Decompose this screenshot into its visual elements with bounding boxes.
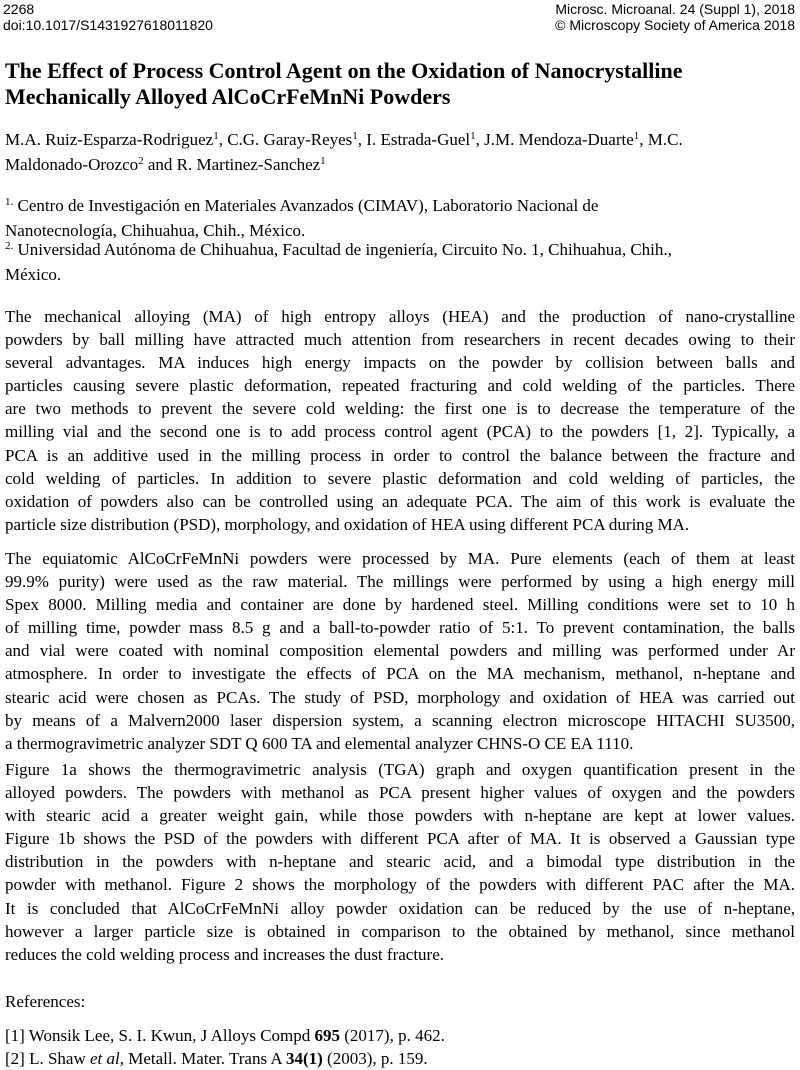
author-name: and R. Martinez-Sanchez xyxy=(147,155,321,174)
text-line: alloyed powders. The powders with methanol as PCA present higher values of oxygen and the powders xyxy=(5,783,795,803)
text-line: reduces the cold welding process and increases the dust fracture. xyxy=(5,944,444,964)
text-line: by means of a Malvern2000 laser dispersion system, a scanning electron microscope HITACHI SU3500, xyxy=(5,710,795,730)
text-line: and vial were coated with nominal composition elemental powders and milling was performed under Ar xyxy=(5,641,795,661)
text-line: powder with methanol. Figure 2 shows the morphology of the powders with different PAC after the MA. xyxy=(5,875,795,895)
affiliation-2 xyxy=(5,237,797,287)
author-name-part: M.C. xyxy=(647,130,683,149)
title-line: Mechanically Alloyed AlCoCrFeMnNi Powders xyxy=(5,84,451,109)
copyright-line: © Microscopy Society of America 2018 xyxy=(555,17,795,33)
text-line: cold welding of particles. In addition to severe plastic deformation and cold welding of particles, the xyxy=(5,468,795,488)
affiliation-text: México. xyxy=(5,265,62,284)
author-separator: , xyxy=(475,130,485,149)
text-line: The equiatomic AlCoCrFeMnNi powders were processed by MA. Pure elements (each of them at least xyxy=(5,549,795,568)
text-line: several advantages. MA induces high energy impacts on the powder by collision between balls and xyxy=(5,353,795,373)
text-line: oxidation of powders also can be controlled using an adequate PCA. The aim of this work is evaluate the xyxy=(5,491,795,511)
text-line: are two methods to prevent the severe cold welding: the first one is to decrease the temperature of the xyxy=(5,399,795,419)
reference-2 xyxy=(5,1047,428,1070)
author-name: I. Estrada-Guel xyxy=(366,130,471,149)
author-name: M.A. Ruiz-Esparza-Rodriguez xyxy=(5,130,214,149)
author-name-part: Maldonado-Orozco xyxy=(5,155,139,174)
title-line: The Effect of Process Control Agent on the Oxidation of Nanocrystalline xyxy=(5,58,683,83)
text-line: a thermogravimetric analyzer SDT Q 600 TA and elemental analyzer CHNS-O CE EA 1110. xyxy=(5,733,634,753)
text-line: atmosphere. In order to investigate the effects of PCA on the MA mechanism, methanol, n-heptane and xyxy=(5,664,795,684)
reference-text: [1] Wonsik Lee, S. I. Kwun, J Alloys Compd xyxy=(5,1026,315,1045)
reference-text: (2017), p. 462. xyxy=(340,1026,445,1045)
text-line: with stearic acid a greater weight gain, while those powders with n-heptane are kept at lower values. xyxy=(5,806,795,826)
affiliation-superscript: 1 xyxy=(352,130,358,142)
text-line: PCA is an additive used in the milling process in order to control the balance between the fracture and xyxy=(5,445,795,465)
text-line: powders by ball milling have attracted much attention from researchers in recent decades owing to their xyxy=(5,330,795,350)
author-name: C.G. Garay-Reyes xyxy=(227,130,353,149)
paragraph-methods xyxy=(5,547,795,755)
reference-volume: 34(1) xyxy=(285,1049,323,1068)
affiliation-text: Centro de Investigación en Materiales Avanzados (CIMAV), Laboratorio Nacional de xyxy=(13,196,599,215)
reference-1 xyxy=(5,1024,445,1047)
affiliation-text: Universidad Autónoma de Chihuahua, Facultad de ingeniería, Circuito No. 1, Chihuahua, Chih., xyxy=(13,240,672,259)
affiliation-1 xyxy=(5,193,797,243)
affiliation-mark: 1. xyxy=(5,196,14,208)
paper-title xyxy=(5,58,795,110)
text-line: Figure 1b shows the PSD of the powders with different PCA after of MA. It is observed a Gaussian type xyxy=(5,829,795,849)
reference-text: Metall. Mater. Trans A xyxy=(123,1049,286,1068)
reference-text: (2003), p. 159. xyxy=(322,1049,428,1068)
reference-etal: et al, xyxy=(89,1049,124,1068)
page-number: 2268 xyxy=(3,1,35,17)
reference-text: [2] L. Shaw xyxy=(5,1049,90,1068)
author-line xyxy=(5,127,797,152)
affiliation-superscript: 2 xyxy=(138,155,144,167)
author-list xyxy=(5,127,797,177)
text-line: milling vial and the second one is to add process control agent (PCA) to the powders [1, 2]. Typically, a xyxy=(5,422,795,442)
text-line: 99.9% purity) were used as the raw material. The millings were performed by using a high energy mill xyxy=(5,572,795,592)
text-line: however a larger particle size is obtained in comparison to the obtained by methanol, since methanol xyxy=(5,921,795,941)
doi: doi:10.1017/S1431927618011820 xyxy=(3,17,213,33)
author-line xyxy=(5,152,797,177)
affiliation-superscript: 1 xyxy=(470,130,476,142)
affiliation-superscript: 1 xyxy=(213,130,219,142)
reference-volume: 695 xyxy=(314,1026,341,1045)
affiliation-superscript: 1 xyxy=(320,155,326,167)
affiliation-text: Nanotecnología, Chihuahua, Chih., México. xyxy=(5,221,306,240)
references-heading: References: xyxy=(5,992,86,1011)
text-line: particle size distribution (PSD), morphology, and oxidation of HEA using different PCA during MA. xyxy=(5,514,690,534)
text-line: stearic acid were chosen as PCAs. The study of PSD, morphology and oxidation of HEA was carried out xyxy=(5,687,795,707)
paragraph-results xyxy=(5,758,795,966)
text-line: particles causing severe plastic deformation, repeated fracturing and cold welding of the particles. There xyxy=(5,376,795,396)
text-line: of milling time, powder mass 8.5 g and a ball-to-powder ratio of 5:1. To prevent contamination, the balls xyxy=(5,618,795,638)
affiliation-superscript: 1 xyxy=(633,130,640,142)
author-separator: , xyxy=(357,130,367,149)
text-line: distribution in the powders with n-heptane and stearic acid, and a bimodal type distribution in the xyxy=(5,852,795,872)
paragraph-introduction xyxy=(5,305,795,536)
text-line: It is concluded that AlCoCrFeMnNi alloy powder oxidation can be reduced by the use of n-heptane, xyxy=(5,898,795,918)
author-separator: , xyxy=(218,130,228,149)
text-line: The mechanical alloying (MA) of high entropy alloys (HEA) and the production of nano-crystalline xyxy=(5,307,795,326)
affiliation-mark: 2. xyxy=(5,240,14,252)
journal-citation: Microsc. Microanal. 24 (Suppl 1), 2018 xyxy=(555,1,795,17)
text-line: Figure 1a shows the thermogravimetric analysis (TGA) graph and oxygen quantification present in the xyxy=(5,760,795,779)
text-line: Spex 8000. Milling media and container are done by hardened steel. Milling conditions were set to 10 h xyxy=(5,595,795,615)
author-name: J.M. Mendoza-Duarte xyxy=(484,130,634,149)
author-separator: , xyxy=(639,130,648,149)
